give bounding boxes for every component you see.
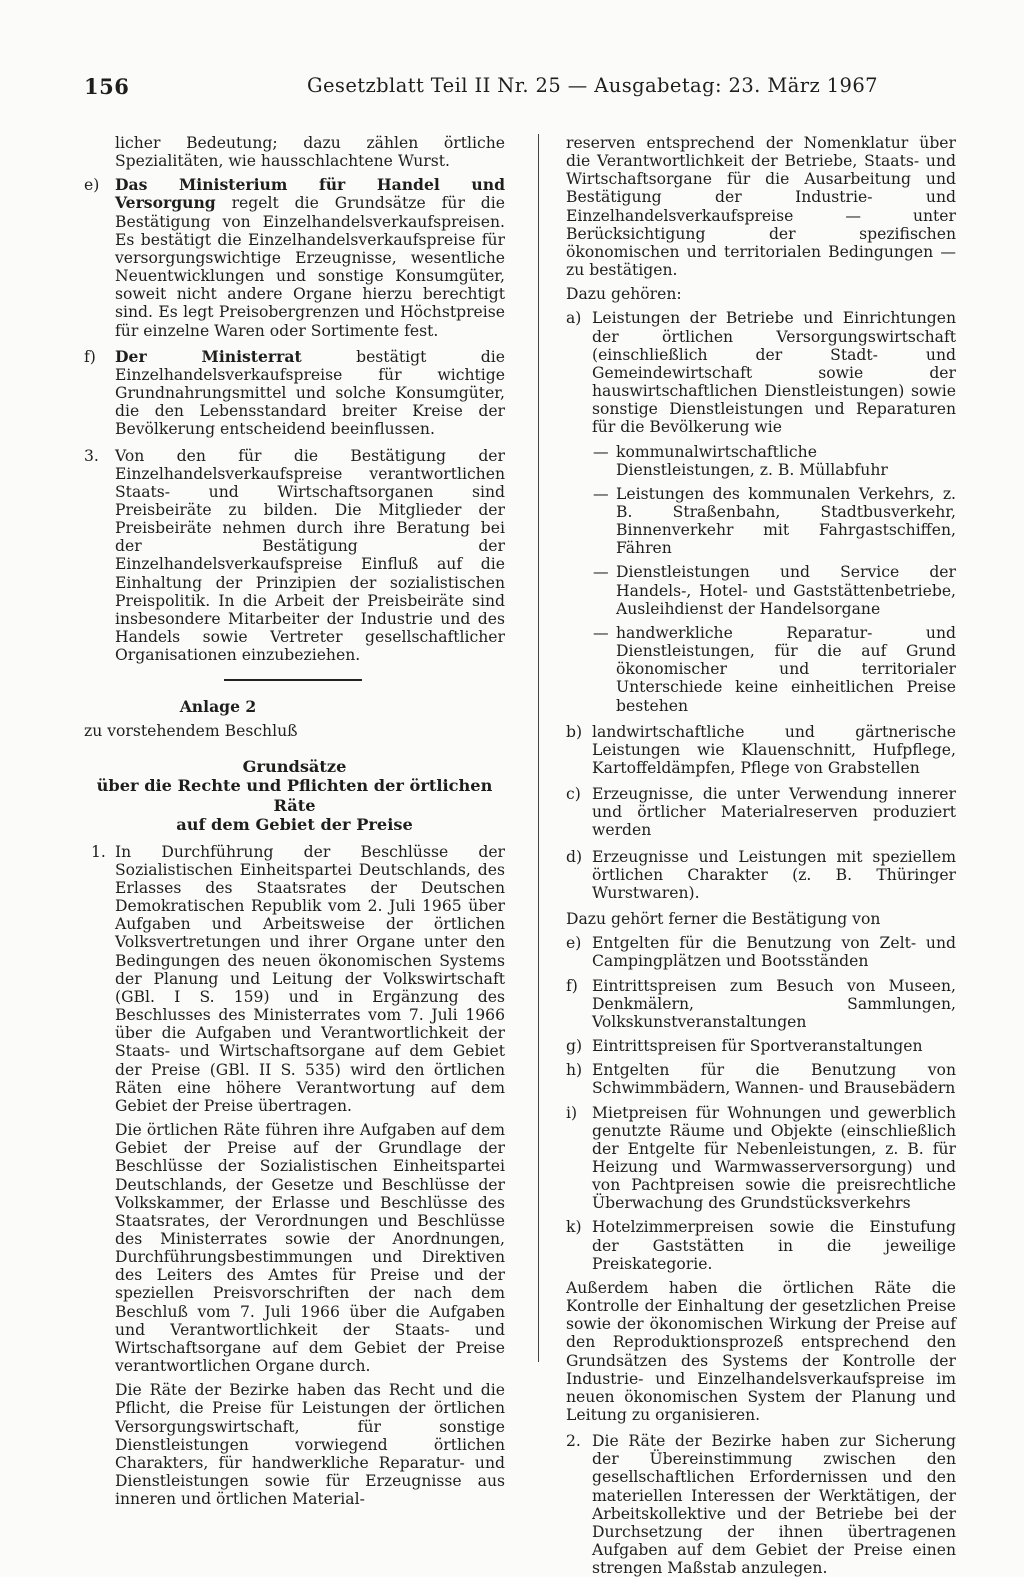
item-label: f) xyxy=(566,976,578,995)
separator-rule xyxy=(224,679,362,681)
list-item-b xyxy=(566,723,956,777)
item-text: Mietpreisen für Wohnungen und gewerblich genutzte Räume und Objekte (einschließlich der Entgelte für Nebenleistungen, z. B. für Heizung und Warmwasserversorgung) und von Pachtpreisen sowie die preisrechtliche Überwachung des Grundstücksverkehrs xyxy=(592,1103,956,1213)
item-text: Das Ministerium für Handel und Versorgung regelt die Grundsätze für die Bestätigung von Einzelhandelsverkaufspreisen. Es bestätigt die Einzelhandelsverkaufspreise für versorgungswichtige Erzeugnisse, wesentliche Neuentwicklungen und sonstige Konsumgüter, soweit nicht andere Organe hierzu berechtigt sind. Es legt Preisobergrenzen und Höchstpreise für einzelne Waren oder Sortimente fest. xyxy=(115,175,505,340)
item-label: d) xyxy=(566,847,583,866)
item-label: e) xyxy=(566,934,582,953)
dash-text: Dienstleistungen und Service der Handels-, Hotel- und Gaststättenbetriebe, Ausleihdienst der Handelsorgane xyxy=(616,563,956,618)
list-item-e xyxy=(566,934,956,970)
list-item-a xyxy=(566,309,956,436)
heading-line: über die Rechte und Pflichten der örtlichen Räte xyxy=(96,776,493,815)
list-item-i xyxy=(566,1104,956,1213)
continued-paragraph: reserven entsprechend der Nomenklatur über die Verantwortlichkeit der Betriebe, Staats- und Wirtschaftsorgane für die Ausarbeitung und Bestätigung der Industrie- und Einzelhandelsverkaufspreise — unter Berücksichtigung der spezifischen ökonomischen und territorialen Bedingungen — zu bestätigen. xyxy=(566,134,956,280)
left-column xyxy=(84,134,505,1508)
item-text: Eintrittspreisen für Sportveranstaltungen xyxy=(592,1037,923,1056)
dash-text: handwerkliche Reparatur- und Dienstleistungen, für die auf Grund ökonomischer und territorialer Unterschiede keine einheitlichen Preise bestehen xyxy=(616,623,956,715)
list-item-f xyxy=(566,977,956,1031)
list-item-g xyxy=(566,1037,956,1055)
item-text: Leistungen der Betriebe und Einrichtungen der örtlichen Versorgungswirtschaft (einschließlich der Stadt- und Gemeindewirtschaft sowie der hauswirtschaftlichen Dienstleistungen) sowie sonstige Dienstleistungen und Reparaturen für die Bevölkerung wie xyxy=(592,309,956,437)
section-text: Die Räte der Bezirke haben zur Sicherung der Übereinstimmung zwischen den gesellschaftlichen Erfordernissen und den materiellen Interessen der Werktätigen, der Arbeitskollektive und der Betriebe bei der Durchsetzung der ihnen übertragenen Aufgaben auf dem Gebiet der Preise einen strengen Maßstab anzulegen. xyxy=(592,1432,956,1577)
column-divider xyxy=(538,134,539,1362)
item-text: Erzeugnisse, die unter Verwendung innerer und örtlicher Materialreserven produziert werden xyxy=(592,785,956,840)
list-item-k xyxy=(566,1218,956,1272)
dash-marker: — xyxy=(593,623,609,642)
section-heading xyxy=(84,757,505,835)
list-intro: Dazu gehören: xyxy=(566,285,682,304)
dash-marker: — xyxy=(593,484,609,503)
dash-item xyxy=(566,485,956,558)
list-intro: Dazu gehört ferner die Bestätigung von xyxy=(566,910,881,929)
annex-subtitle: zu vorstehendem Beschluß xyxy=(84,721,298,740)
heading-line: Grundsätze xyxy=(242,756,347,776)
dash-text: kommunalwirtschaftliche Dienstleistungen, z. B. Müllabfuhr xyxy=(616,442,888,479)
item-label: f) xyxy=(84,347,96,366)
heading-line: auf dem Gebiet der Preise xyxy=(176,815,413,835)
section-1 xyxy=(84,843,505,1509)
item-label: i) xyxy=(566,1103,578,1122)
item-text: landwirtschaftliche und gärtnerische Leistungen wie Klauenschnitt, Hufpflege, Kartoffeldämpfen, Pflege von Grabstellen xyxy=(592,722,956,777)
page-header xyxy=(0,74,1024,104)
item-text: Entgelten für die Benutzung von Zelt- und Campingplätzen und Bootsständen xyxy=(592,934,956,971)
item-text: Entgelten für die Benutzung von Schwimmbädern, Wannen- und Brausebädern xyxy=(592,1061,956,1098)
section-2 xyxy=(566,1432,956,1577)
item-bold: Der Ministerrat xyxy=(115,346,302,366)
item-text: Hotelzimmerpreisen sowie die Einstufung der Gaststätten in die jeweilige Preiskategorie. xyxy=(592,1218,956,1273)
item-text: Eintrittspreisen zum Besuch von Museen, Denkmälern, Sammlungen, Volkskunstveranstaltungen xyxy=(592,976,956,1031)
dash-text: Leistungen des kommunalen Verkehrs, z. B. Straßenbahn, Stadtbusverkehr, Binnenverkehr mit Fahrgastschiffen, Fähren xyxy=(616,484,956,558)
right-column xyxy=(566,134,956,1577)
item-text: Der Ministerrat bestätigt die Einzelhandelsverkaufspreise für wichtige Grundnahrungsmittel und solche Konsumgüter, die den Lebensstandard breiter Kreise der Bevölkerung entscheidend beeinflussen. xyxy=(115,346,505,439)
section-text: Von den für die Bestätigung der Einzelhandelsverkaufspreise verantwortlichen Staats- und Wirtschaftsorganen sind Preisbeiräte zu bilden. Die Mitglieder der Preisbeiräte nehmen durch ihre Beratung bei der Bestätigung der Einzelhandelsverkaufspreise Einfluß auf die Einhaltung der Prinzipien der sozialistischen Preispolitik. In die Arbeit der Preisbeiräte sind insbesondere Mitarbeiter der Industrie und des Handels sowie Vertreter gesellschaftlicher Organisationen einzubeziehen. xyxy=(115,446,505,665)
intro-paragraph: licher Bedeutung; dazu zählen örtliche Spezialitäten, wie hausschlachtene Wurst. xyxy=(115,134,505,171)
item-label: g) xyxy=(566,1037,583,1056)
closing-paragraph: Außerdem haben die örtlichen Räte die Kontrolle der Einhaltung der gesetzlichen Preise sowie der ökonomischen Wirkung der Preise auf den Reproduktionsprozeß entsprechend den Grundsätzen des Systems der Kontrolle der Industrie- und Einzelhandelsverkaufspreise im neuen ökonomischen System der Planung und Leitung zu organisieren. xyxy=(566,1278,956,1424)
list-item-h xyxy=(566,1061,956,1097)
list-item-d xyxy=(566,848,956,902)
section-paragraph: Die örtlichen Räte führen ihre Aufgaben auf dem Gebiet der Preise auf der Grundlage der Beschlüsse der Sozialistischen Einheitspartei Deutschlands, der Gesetze und Beschlüsse der Volkskammer, der Erlasse und Beschlüsse des Staatsrates, der Verordnungen und Beschlüsse des Ministerrates sowie der Anordnungen, Durchführungsbestimmungen und Direktiven des Leiters des Amtes für Preise und der speziellen Preisvorschriften der nach dem Beschluß vom 7. Juli 1966 über die Aufgaben und Verantwortlichkeit der Staats- und Wirtschaftsorgane auf dem Gebiet der Preise verantwortlichen Organe durch. xyxy=(115,1121,505,1376)
section-label: 1. xyxy=(91,842,106,861)
list-item-f xyxy=(84,348,505,439)
item-label: b) xyxy=(566,722,583,741)
item-label: a) xyxy=(566,309,582,328)
annex-title: Anlage 2 xyxy=(179,697,257,717)
gazette-title: Gesetzblatt Teil II Nr. 25 — Ausgabetag: 23. März 1967 xyxy=(307,74,878,97)
section-paragraph: Die Räte der Bezirke haben das Recht und die Pflicht, die Preise für Leistungen der örtlichen Versorgungswirtschaft, für sonstige Dienstleistungen vorwiegend örtlichen Charakters, für handwerkliche Reparatur- und Dienstleistungen sowie für Erzeugnisse aus inneren und örtlichen Material- xyxy=(115,1381,505,1509)
section-3 xyxy=(84,447,505,665)
item-label: h) xyxy=(566,1061,583,1080)
dash-marker: — xyxy=(593,563,609,582)
dash-item xyxy=(566,563,956,617)
section-label: 3. xyxy=(84,446,99,465)
item-label: e) xyxy=(84,176,100,195)
item-bold: Das Ministerium für Handel und Versorgung xyxy=(115,175,505,213)
dash-item xyxy=(566,624,956,715)
page-number: 156 xyxy=(84,74,130,99)
item-text: Erzeugnisse und Leistungen mit speziellem örtlichen Charakter (z. B. Thüringer Wurstwaren). xyxy=(592,847,956,902)
section-label: 2. xyxy=(566,1432,581,1451)
dash-item xyxy=(566,443,956,479)
list-item-e xyxy=(84,176,505,339)
item-label: k) xyxy=(566,1218,582,1237)
section-text: In Durchführung der Beschlüsse der Sozialistischen Einheitspartei Deutschlands, des Erlasses des Staatsrates der Deutschen Demokratischen Republik vom 2. Juli 1965 über Aufgaben und Arbeitsweise der örtlichen Volksvertretungen und ihrer Organe unter den Bedingungen des neuen ökonomischen Systems der Planung und Leitung der Volkswirtschaft (GBl. I S. 159) und in Ergänzung des Beschlusses des Ministerrates vom 7. Juli 1966 über die Aufgaben und Verantwortlichkeit der Staats- und Wirtschaftsorgane auf dem Gebiet der Preise (GBl. II S. 535) wird den örtlichen Räten eine höhere Verantwortung auf dem Gebiet der Preise übertragen. xyxy=(115,842,505,1115)
dash-marker: — xyxy=(593,442,609,461)
list-item-c xyxy=(566,785,956,839)
item-label: c) xyxy=(566,785,581,804)
